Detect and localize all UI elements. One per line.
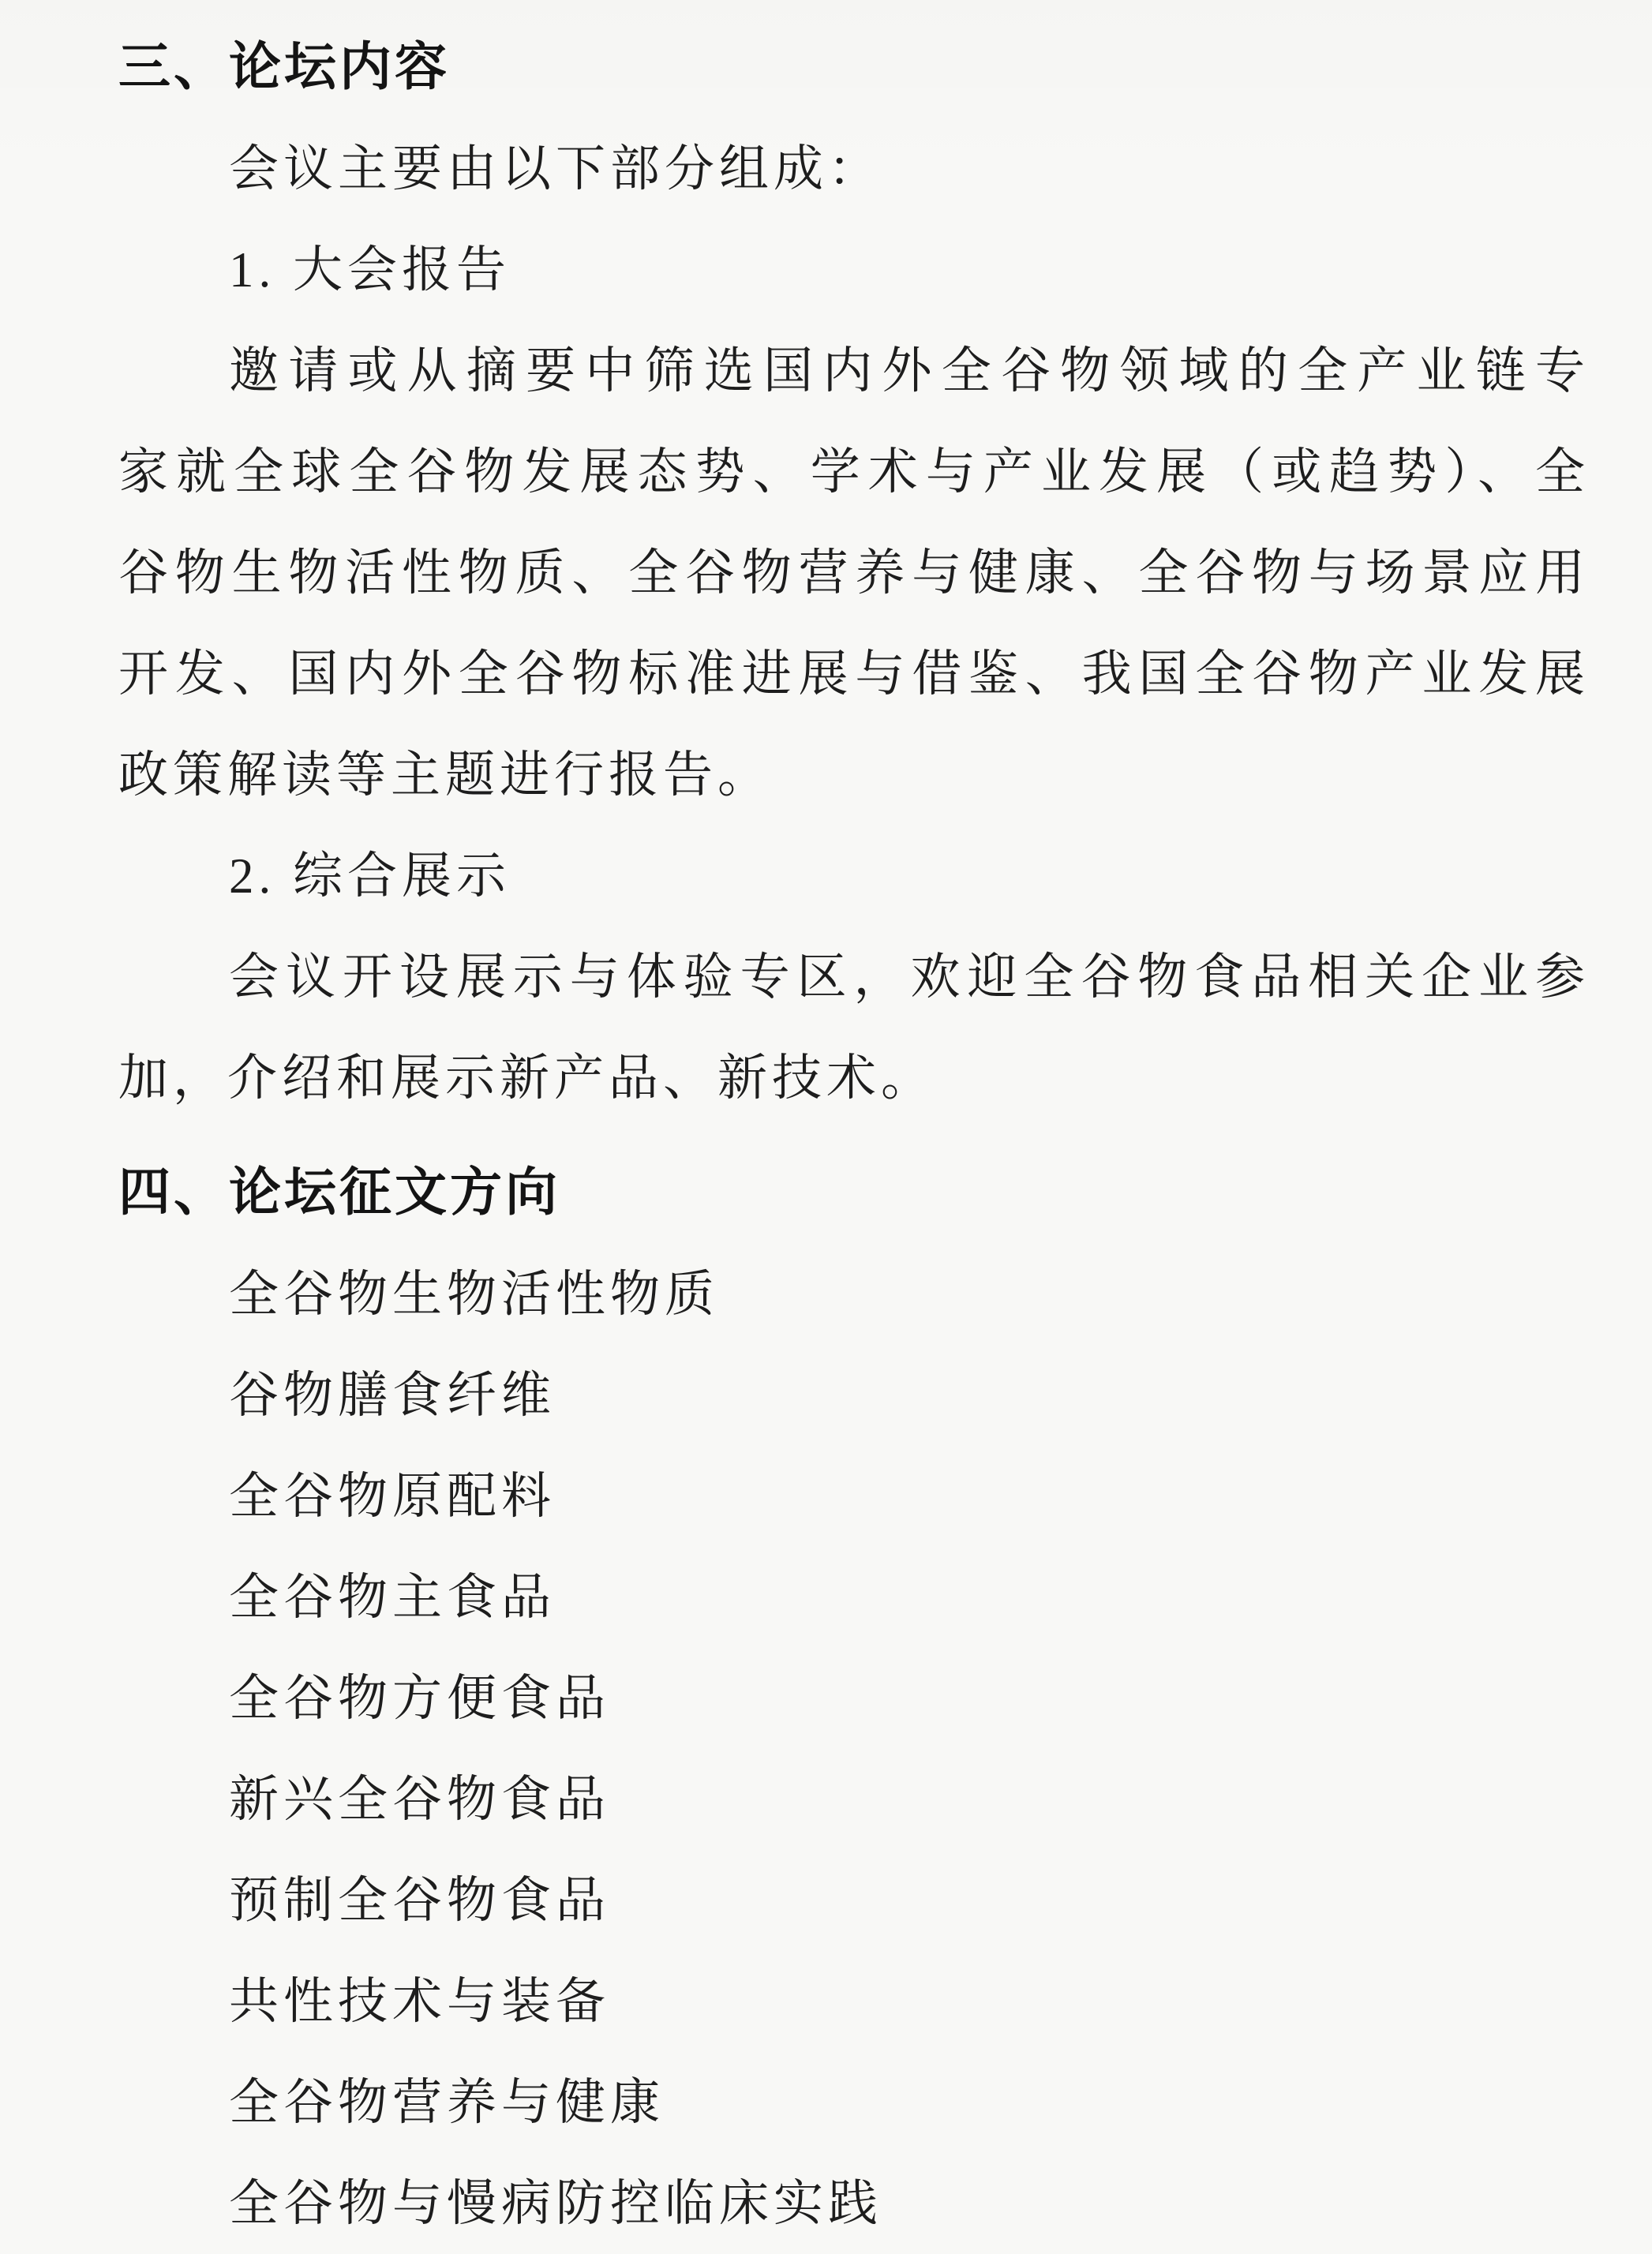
section3-intro: 会议主要由以下部分组成： xyxy=(229,141,882,197)
topic-item: 全谷物营养与健康 xyxy=(229,2075,665,2130)
item2-paragraph-line-2: 加，介绍和展示新产品、新技术。 xyxy=(118,1050,935,1106)
item2-paragraph-line-1: 会议开设展示与体验专区，欢迎全谷物食品相关企业参 xyxy=(229,949,1585,1005)
item1-paragraph-line-5: 政策解读等主题进行报告。 xyxy=(118,747,772,803)
topic-item: 预制全谷物食品 xyxy=(229,1873,610,1928)
section3-heading: 三、论坛内容 xyxy=(118,37,450,95)
item1-paragraph-line-1: 邀请或从摘要中筛选国内外全谷物领域的全产业链专 xyxy=(229,343,1585,399)
topic-item: 新兴全谷物食品 xyxy=(229,1772,610,1827)
topic-item: 全谷物与慢病防控临床实践 xyxy=(229,2176,882,2231)
item1-paragraph-line-4: 开发、国内外全谷物标准进展与借鉴、我国全谷物产业发展 xyxy=(118,646,1585,702)
item1-paragraph-line-3: 谷物生物活性物质、全谷物营养与健康、全谷物与场景应用 xyxy=(118,545,1585,601)
topic-item: 全谷物主食品 xyxy=(229,1570,556,1625)
topic-item: 全谷物方便食品 xyxy=(229,1671,610,1726)
topic-item: 共性技术与装备 xyxy=(229,1974,610,2029)
topic-item: 全谷物生物活性物质 xyxy=(229,1267,719,1322)
section3-item2-title: 2. 综合展示 xyxy=(229,848,511,904)
section4-heading: 四、论坛征文方向 xyxy=(118,1163,560,1221)
topic-item: 谷物膳食纤维 xyxy=(229,1368,556,1423)
section3-item1-title: 1. 大会报告 xyxy=(229,242,511,298)
topic-item: 全谷物原配料 xyxy=(229,1469,556,1524)
item1-paragraph-line-2: 家就全球全谷物发展态势、学术与产业发展（或趋势）、全 xyxy=(118,444,1585,500)
